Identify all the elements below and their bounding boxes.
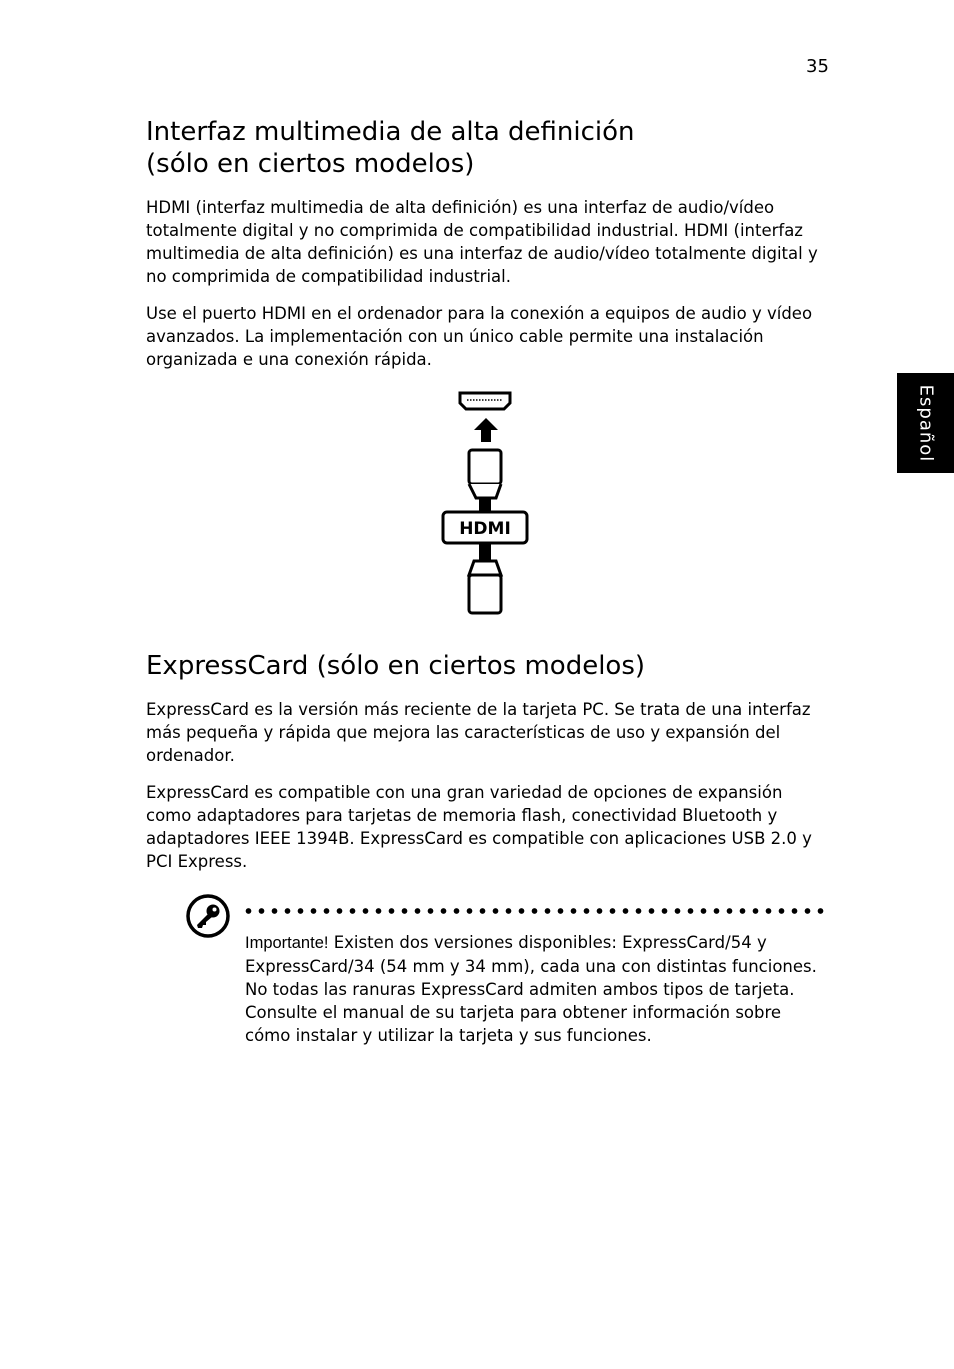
important-note-label: Importante! (245, 934, 329, 952)
page-number: 35 (806, 56, 829, 77)
hdmi-connector-illustration (440, 388, 532, 618)
hdmi-figure-label: HDMI (459, 519, 511, 539)
hdmi-paragraph-2: Use el puerto HDMI en el ordenador para la conexión a equipos de audio y vídeo avanzados. La implementación con un único cable permite una instalación organizada e una conexión rápida. (146, 304, 813, 369)
language-tab-label: Español (915, 384, 937, 462)
expresscard-heading: ExpressCard (sólo en ciertos modelos) (146, 651, 646, 681)
hdmi-plug-top-icon (469, 450, 501, 511)
key-icon (185, 893, 231, 939)
important-note (245, 931, 825, 1047)
hdmi-label-box (443, 512, 527, 543)
expresscard-paragraph-2: ExpressCard es compatible con una gran variedad de opciones de expansión como adaptadores para tarjetas de memoria flash, conectividad Bluetooth y adaptadores IEEE 1394B. ExpressCard es compatible con aplicaciones USB 2.0 y PCI Express. (146, 783, 812, 871)
hdmi-heading-line2: (sólo en ciertos modelos) (146, 149, 475, 179)
note-separator (242, 908, 826, 914)
hdmi-paragraph-1: HDMI (interfaz multimedia de alta definición) es una interfaz de audio/vídeo totalmente digital y no comprimida de compatibilidad industrial. HDMI (interfaz multimedia de alta definición) es una interfaz de audio/vídeo totalmente digital y no comprimida de compatibilidad industrial. (146, 198, 818, 286)
hdmi-heading-line1: Interfaz multimedia de alta definición (146, 117, 635, 147)
important-note-text: Existen dos versiones disponibles: ExpressCard/54 y ExpressCard/34 (54 mm y 34 mm), cada una con distintas funciones. No todas las ranuras ExpressCard admiten ambos tipos de tarjeta. Consulte el manual de su tarjeta para obtener información sobre cómo instalar y utilizar la tarjeta y sus funciones. (245, 933, 817, 1045)
hdmi-plug-bottom-icon (469, 544, 501, 613)
arrow-up-icon (474, 418, 498, 442)
hdmi-port-icon (460, 393, 510, 409)
hdmi-heading (146, 116, 766, 180)
expresscard-paragraph-1: ExpressCard es la versión más reciente de la tarjeta PC. Se trata de una interfaz más pequeña y rápida que mejora las características de uso y expansión del ordenador. (146, 700, 811, 765)
language-tab (897, 373, 954, 473)
